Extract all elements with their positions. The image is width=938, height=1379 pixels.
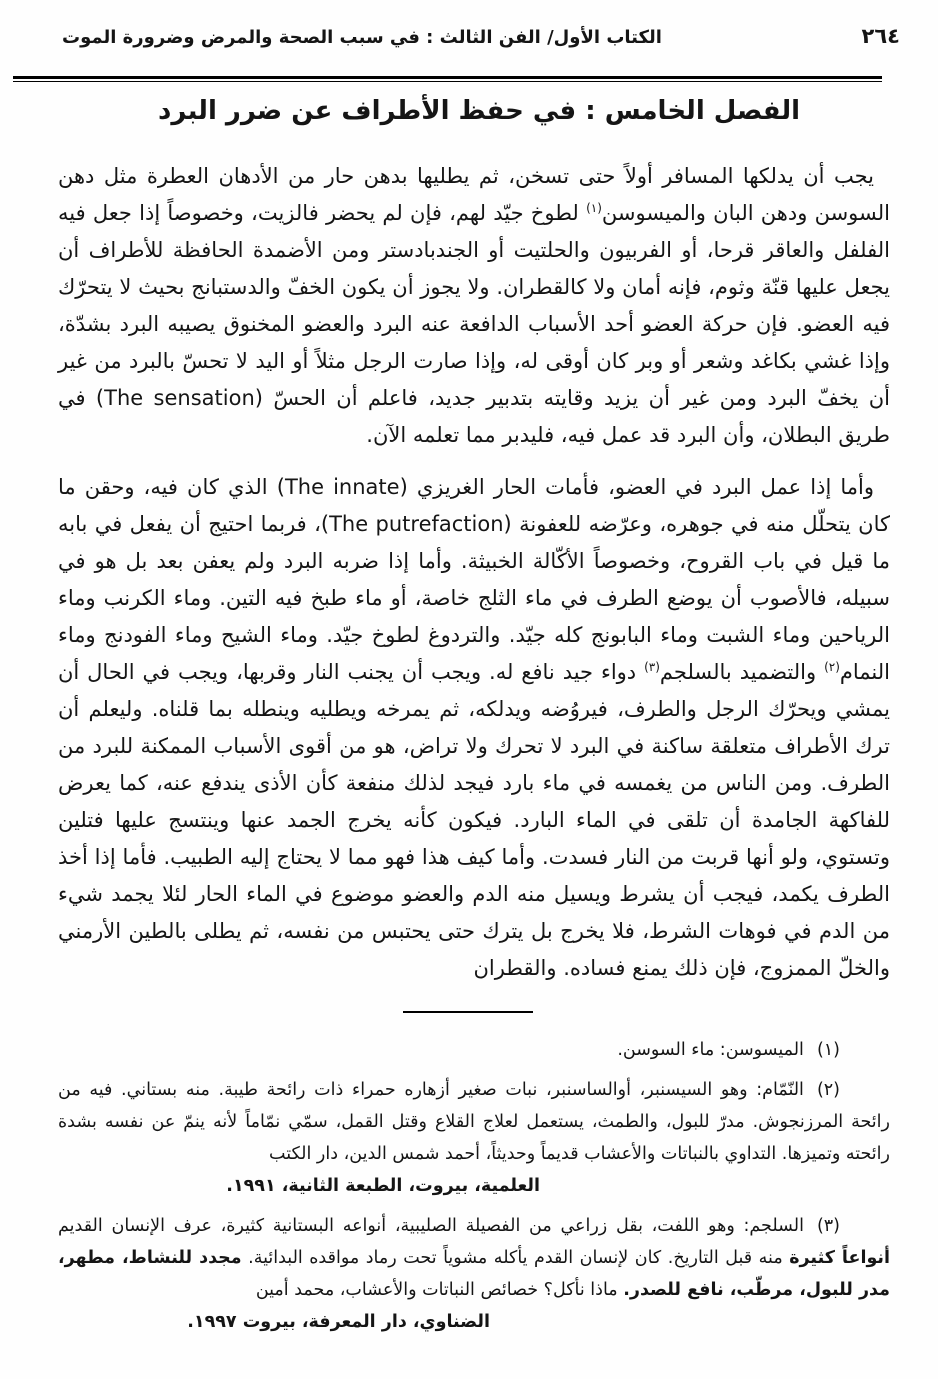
footnote-ref: (١): [586, 201, 602, 215]
footnote-ref: (٢): [824, 660, 840, 674]
footnote-citation: العلمية، بيروت، الطبعة الثانية، ١٩٩١.: [226, 1176, 540, 1196]
text-run: دواء جيد نافع له. ويجب أن يجنب النار وقربها، ويجب في الحال أن يمشي ويحرّك الرجل والطرف، فيروُضه ويدلكه، ثم يمرخه ويطليه وينطله بما قلناه. وليعلم أن ترك الأطراف متعلقة ساكنة في البرد لا تحرك ولا تراض، هو من أقوى الأسباب الممكنة للبرد من الطرف. ومن الناس من يغمسه في ماء بارد فيجد لذلك منفعة كأن الأذى يندفع عنه، كما يعرض للفاكهة الجامدة أن تلقى في الماء البارد. فيكون كأنه يخرج الجمد عنها وينتسج عليها فتلين وتستوي، ولو أنها قربت من النار فسدت. وأما كيف هذا فهو مما لا يحتاج إليه الطبيب. فأما إذا أخذ الطرف يكمد، فيجب أن يشرط ويسيل منه الدم والعضو موضوع في الماء الحار لئلا يجمد شيء من الدم في فوهات الشرط، فلا يخرج بل يترك حتى يحتبس من نفسه، ثم يطلى بالطين الأرمني والخلّ الممزوج، فإن ذلك يمنع فساده. والقطران: [58, 660, 890, 980]
footnote: [58, 1074, 890, 1202]
footnote: [58, 1034, 890, 1066]
text-run: والتضميد بالسلجم: [659, 660, 825, 684]
text-run: أنواعاً كثيرة: [789, 1248, 890, 1268]
footnote-text: [58, 1034, 890, 1066]
chapter-title: الفصل الخامس : في حفظ الأطراف عن ضرر البرد: [158, 96, 800, 126]
paragraph: [58, 469, 890, 987]
footnote-separator: [403, 1011, 533, 1013]
text-run: السلجم: وهو اللفت، بقل زراعي من الفصيلة الصليبية، أنواعه البستانية كثيرة، عرف الإنسان القديم: [58, 1216, 804, 1236]
footnote: [58, 1210, 890, 1338]
text-run: ماذا نأكل؟ خصائص النباتات والأعشاب، محمد أمين: [255, 1280, 624, 1300]
running-header: [62, 24, 900, 48]
body-text: [58, 158, 890, 987]
running-title: الكتاب الأول/ الفن الثالث : في سبب الصحة والمرض وضرورة الموت: [62, 27, 662, 48]
footnotes-section: [58, 1034, 890, 1346]
footnote-text: [58, 1074, 890, 1170]
text-run: يجب أن يدلكها المسافر أولاً حتى تسخن، ثم يطليها بدهن حار من الأدهان العطرة مثل دهن السوسن ودهن البان والميسوسن: [58, 164, 890, 225]
footnote-ref: (٣): [644, 660, 660, 674]
text-run: منه قبل التاريخ. كان لإنسان القدم يأكله مشوياً تحت رماد مواقده البدائية.: [241, 1248, 790, 1268]
text-run: لطوخ جيّد لهم، فإن لم يحضر فالزيت، وخصوصاً إذا جعل فيه الفلفل والعاقر قرحا، أو الفربيون والحلتيت أو الجندبادستر ومن الأضمدة الحافظة للأطراف أن يجعل عليها قنّة وثوم، فإنه أمان ولا كالقطران. ولا يجوز أن يكون الخفّ والدستبانج بحيث لا يتحرّك فيه العضو. فإن حركة العضو أحد الأسباب الدافعة عنه البرد والعضو المخنوق يصيبه البرد بشدّة، وإذا غشي بكاغد وشعر أو وبر كان أوقى له، وإذا صارت الرجل مثلاً أو اليد لا تحسّ بالبرد من غير أن يخفّ البرد ومن غير أن يزيد وقايته بتدبير جديد، فاعلم أن الحسّ (The sensation) في طريق البطلان، وأن البرد قد عمل فيه، فليدبر مما تعلمه الآن.: [58, 201, 890, 447]
text-run: الميسوسن: ماء السوسن.: [617, 1040, 804, 1060]
page-number: ٢٦٤: [861, 24, 900, 48]
header-rule: [13, 76, 882, 82]
footnote-marker: (٣): [816, 1216, 840, 1236]
footnote-marker: (١): [816, 1040, 840, 1060]
text-run: مجدد للنشاط، مطهر، مدر للبول، مرطّب، نافع للصدر.: [58, 1248, 890, 1300]
footnote-citation: الضناوي، دار المعرفة، بيروت ١٩٩٧.: [187, 1312, 490, 1332]
footnote-marker: (٢): [816, 1080, 840, 1100]
footnote-text: [58, 1210, 890, 1306]
text-run: النّمّام: وهو السيسنبر، أوالساسنبر، نبات صغير أزهاره حمراء ذات رائحة طيبة. منه بستاني. فيه من رائحة المرزنجوش. مدرّ للبول، والطمث، يستعمل لعلاج القلاع وقتل القمل، سمّي نمّاماً لأنه ينمّ عن نفسه بشدة رائحته وتميزها. التداوي بالنباتات والأعشاب قديماً وحديثاً، أحمد شمس الدين، دار الكتب: [58, 1080, 890, 1164]
text-run: وأما إذا عمل البرد في العضو، فأمات الحار الغريزي (The innate) الذي كان فيه، وحقن ما كان يتحلّل منه في جوهره، وعرّضه للعفونة (The putrefaction)، فربما احتيج أن يفعل في بابه ما قيل في باب القروح، وخصوصاً الأكّالة الخبيثة. وأما إذا ضربه البرد ولم يعفن بعد بل هو في سبيله، فالأصوب أن يوضع الطرف في ماء الثلج خاصة، أو ماء طبخ فيه التين. وماء الكرنب وماء الرياحين وماء الشبت وماء البابونج كله جيّد. والتردوغ لطوخ جيّد. وماء الشيح وماء الفودنج وماء النمام: [58, 475, 891, 684]
paragraph: [58, 158, 890, 454]
